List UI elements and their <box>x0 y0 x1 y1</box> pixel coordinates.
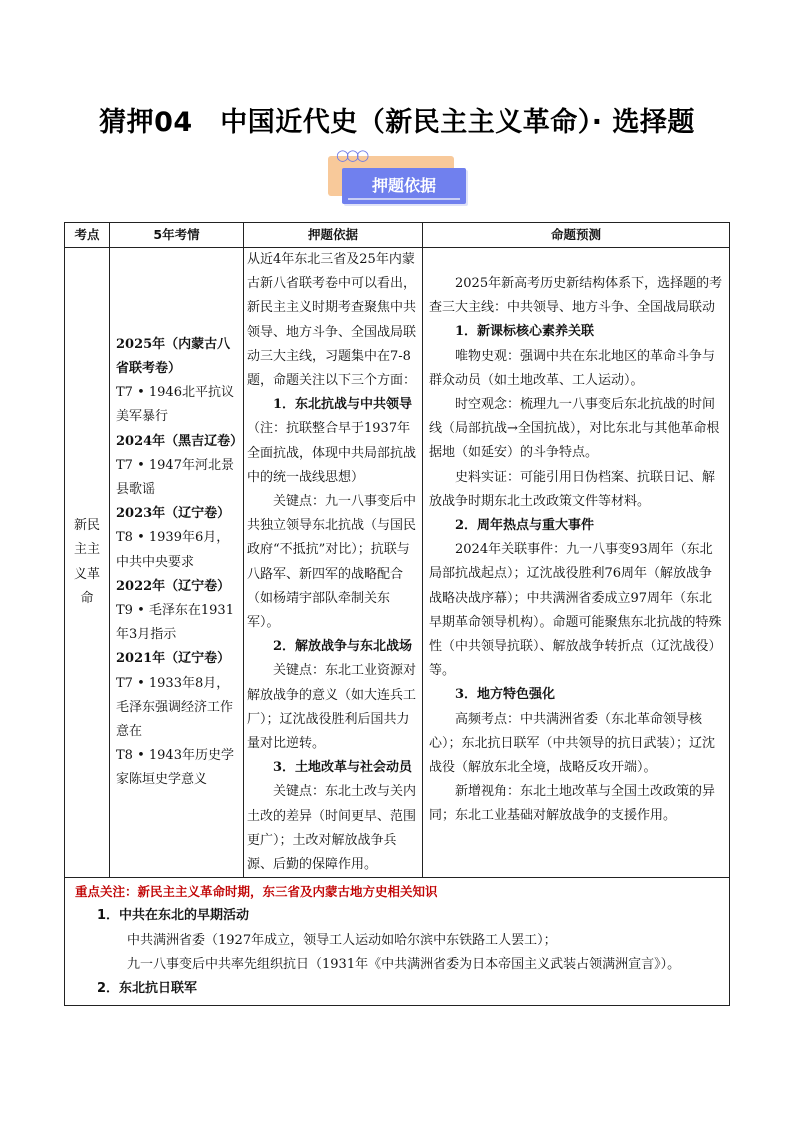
prediction-para: 史料实证：可能引用日伪档案、抗联日记、解放战争时期东北土改政策文件等材料。 <box>429 469 716 509</box>
exam-item: T7 • 1947年河北景县歌谣 <box>116 457 234 497</box>
exam-item: T9 • 毛泽东在1931年3月指示 <box>116 602 234 643</box>
prediction-para: 2024年关联事件：九一八事变93周年（东北局部抗战起点）；辽沈战役胜利76周年（解放战争战略决战序幕）；中共满洲省委成立97周年（东北早期革命领导机构）。命题可能聚焦东北抗战的特殊性（中共领导抗联）、解放战争转折点（辽沈战役）等。 <box>429 542 722 679</box>
table-row <box>65 248 730 878</box>
header-exams: 5年考情 <box>110 223 244 248</box>
basis-key: 关键点：东北土改与关内土改的差异（时间更早、范围更广）；土改对解放战争兵源、后勤的保障作用。 <box>247 784 417 873</box>
header-topic: 考点 <box>65 223 110 248</box>
focus-heading: 2．东北抗日联军 <box>97 981 198 997</box>
prediction-intro: 2025年新高考历史新结构体系下，选择题的考查三大主线：中共领导、地方斗争、全国战局联动 <box>429 276 723 316</box>
exam-year: 2023年（辽宁卷） <box>116 506 231 522</box>
exam-item: T8 • 1943年历史学家陈垣史学意义 <box>116 748 234 788</box>
banner-label: 押题依据 <box>342 168 466 204</box>
exam-table <box>64 222 730 1006</box>
exam-year: 2024年（黑吉辽卷） <box>116 433 244 449</box>
basis-note: （注：抗联整合早于1937年全面抗战，体现中共局部抗战中的统一战线思想） <box>247 421 417 485</box>
prediction-para: 时空观念：梳理九一八事变后东北抗战的时间线（局部抗战→全国抗战），对比东北与其他革命根据地（如延安）的斗争特点。 <box>429 397 720 461</box>
exam-item: T7 • 1933年8月，毛泽东强调经济工作意在 <box>116 675 234 739</box>
exam-item: T7 • 1946北平抗议美军暴行 <box>116 385 234 425</box>
focus-line: 中共满洲省委（1927年成立，领导工人运动如哈尔滨中东铁路工人罢工）； <box>127 932 557 948</box>
table-header-row <box>65 223 730 248</box>
topic-label: 新民主主义革命 <box>73 518 100 606</box>
topic-cell <box>65 248 110 878</box>
banner-underline <box>348 198 460 200</box>
section-banner <box>328 146 468 212</box>
exam-year: 2025年（内蒙古八省联考卷） <box>116 336 231 376</box>
prediction-para: 唯物史观：强调中共在东北地区的革命斗争与群众动员（如土地改革、工人运动）。 <box>429 348 716 388</box>
prediction-heading: 3．地方特色强化 <box>455 687 556 703</box>
basis-cell <box>244 248 423 878</box>
basis-heading: 2．解放战争与东北战场 <box>273 639 413 655</box>
ring-binder-icon: ○○○ <box>336 146 367 164</box>
exams-cell <box>110 248 244 878</box>
focus-line: 九一八事变后中共率先组织抗日（1931年《中共满洲省委为日本帝国主义武装占领满洲宣言》）。 <box>127 956 681 972</box>
exam-year: 2021年（辽宁卷） <box>116 651 231 667</box>
exam-year: 2022年（辽宁卷） <box>116 578 231 594</box>
header-prediction: 命题预测 <box>423 223 730 248</box>
page-title: 猜押04 中国近代史（新民主主义革命）· 选择题 <box>99 107 695 138</box>
focus-row <box>65 878 730 1006</box>
exam-item: T8 • 1939年6月，中共中央要求 <box>116 530 230 570</box>
basis-heading: 3．土地改革与社会动员 <box>273 760 413 776</box>
basis-heading: 1．东北抗战与中共领导 <box>273 397 413 413</box>
header-basis: 押题依据 <box>244 223 423 248</box>
basis-intro: 从近4年东北三省及25年内蒙古新八省联考卷中可以看出，新民主主义时期考查聚焦中共领导、地方斗争、全国战局联动三大主线，习题集中在7-8题，命题关注以下三个方面： <box>247 252 417 389</box>
prediction-cell <box>423 248 730 878</box>
prediction-heading: 1．新课标核心素养关联 <box>455 324 595 340</box>
prediction-heading: 2．周年热点与重大事件 <box>455 518 595 534</box>
basis-key: 关键点：九一八事变后中共独立领导东北抗战（与国民政府“不抵抗”对比）；抗联与八路军、新四军的战略配合（如杨靖宇部队牵制关东军）。 <box>247 494 417 631</box>
prediction-para: 新增视角：东北土地改革与全国土改政策的异同；东北工业基础对解放战争的支援作用。 <box>429 784 716 824</box>
prediction-para: 高频考点：中共满洲省委（东北革命领导核心）；东北抗日联军（中共领导的抗日武装）；辽沈战役（解放东北全境，战略反攻开端）。 <box>429 711 716 776</box>
focus-heading: 1．中共在东北的早期活动 <box>97 908 250 924</box>
basis-key: 关键点：东北工业资源对解放战争的意义（如大连兵工厂）；辽沈战役胜利后国共力量对比逆转。 <box>247 663 417 752</box>
focus-title: 重点关注：新民主主义革命时期，东三省及内蒙古地方史相关知识 <box>75 884 438 900</box>
focus-cell <box>65 878 730 1006</box>
